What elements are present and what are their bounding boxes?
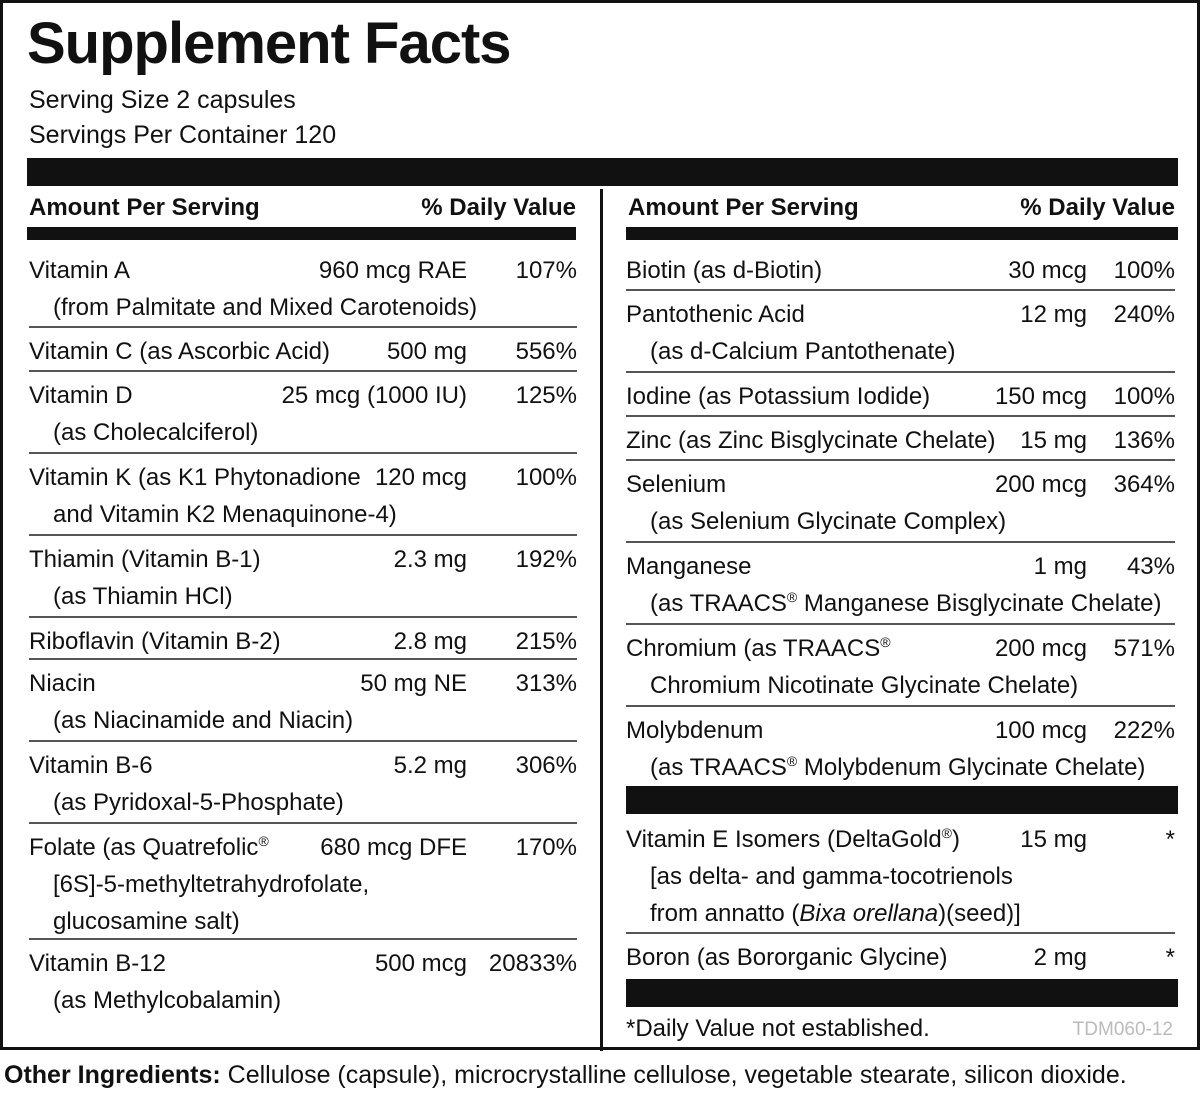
nutrient-row [626,625,1175,707]
nutrient-row [626,543,1175,625]
nutrient-name: Vitamin C (as Ascorbic Acid) [29,338,330,365]
nutrient-daily-value: 20833% [488,950,577,977]
nutrient-daily-value: 107% [515,257,577,284]
nutrient-source: from annatto (Bixa orellana)(seed)] [650,900,1021,927]
right-nutrient-list [626,247,1175,791]
nutrient-source: (as d-Calcium Pantothenate) [650,338,956,365]
nutrient-daily-value: 364% [1113,471,1175,498]
nutrient-amount: 2.3 mg [393,546,467,573]
right-amount-header: Amount Per Serving [628,194,859,221]
nutrient-row [29,454,577,536]
nutrient-name: Biotin (as d-Biotin) [626,257,823,284]
nutrient-row [626,461,1175,543]
right-dv-header: % Daily Value [1020,194,1175,221]
nutrient-name: Iodine (as Potassium Iodide) [626,383,931,410]
nutrient-source: (as Selenium Glycinate Complex) [650,508,1007,535]
nutrient-row [29,742,577,824]
product-code: TDM060-12 [1072,1019,1173,1040]
nutrient-amount: 30 mcg [1008,257,1087,284]
thick-divider-right-mid [626,786,1178,814]
nutrient-amount: 500 mg [386,338,467,365]
nutrient-daily-value: 556% [515,338,577,365]
other-ingredients-label: Other Ingredients: [4,1061,221,1089]
left-dv-header: % Daily Value [421,194,576,221]
right-column-header [628,189,1175,227]
nutrient-amount: 680 mcg DFE [320,834,467,861]
nutrient-row [29,247,577,328]
nutrient-amount: 200 mcg [994,471,1087,498]
nutrient-source: Chromium Nicotinate Glycinate Chelate) [650,672,1079,699]
nutrient-daily-value: 125% [515,382,577,409]
footnote: *Daily Value not established. [626,1015,930,1042]
nutrient-row [29,328,577,372]
right-header-bar [626,227,1178,240]
nutrient-source: (as TRAACS® Molybdenum Glycinate Chelate) [650,753,1146,781]
nutrient-name: Boron (as Bororganic Glycine) [626,944,948,971]
thick-divider-right-bottom [626,979,1178,1007]
nutrient-daily-value: * [1165,944,1175,971]
nutrient-daily-value: 313% [515,670,577,697]
nutrient-source: (from Palmitate and Mixed Carotenoids) [53,294,478,321]
nutrient-source: (as Cholecalciferol) [53,419,259,446]
nutrient-daily-value: 43% [1126,553,1175,580]
nutrient-amount: 5.2 mg [393,752,467,779]
nutrient-source: (as TRAACS® Manganese Bisglycinate Chelate) [650,589,1162,617]
nutrient-row [29,618,577,660]
nutrient-amount: 12 mg [1020,301,1087,328]
nutrient-amount: 50 mg NE [360,670,467,697]
nutrient-name: Vitamin E Isomers (DeltaGold®) [626,825,960,853]
nutrient-name: Vitamin D [29,382,133,409]
nutrient-daily-value: 100% [1113,383,1175,410]
nutrient-row [626,247,1175,291]
nutrient-daily-value: 100% [515,464,577,491]
nutrient-daily-value: 136% [1113,427,1175,454]
nutrient-daily-value: 215% [515,628,577,655]
nutrient-name: Molybdenum [626,717,764,744]
servings-per-container: Servings Per Container 120 [29,121,337,149]
nutrient-name: Chromium (as TRAACS® [626,634,891,662]
nutrient-source: (as Methylcobalamin) [53,987,282,1014]
nutrient-name: Folate (as Quatrefolic® [29,833,269,861]
panel-title: Supplement Facts [27,11,511,76]
nutrient-name: Zinc (as Zinc Bisglycinate Chelate) [626,427,996,454]
nutrient-source: (as Pyridoxal-5-Phosphate) [53,789,344,816]
left-nutrient-list [29,247,577,1030]
nutrient-source: [6S]-5-methyltetrahydrofolate, [53,871,370,898]
nutrient-amount: 200 mcg [994,635,1087,662]
nutrient-name: Selenium [626,471,727,498]
nutrient-daily-value: 240% [1113,301,1175,328]
nutrient-source: glucosamine salt) [53,908,240,935]
nutrient-source: (as Thiamin HCl) [53,583,233,610]
nutrient-amount: 25 mcg (1000 IU) [281,382,467,409]
nutrient-name: Pantothenic Acid [626,301,805,328]
nutrient-row [626,816,1175,934]
nutrient-source: and Vitamin K2 Menaquinone-4) [53,501,397,528]
nutrient-amount: 960 mcg RAE [318,257,467,284]
nutrient-name: Vitamin B-12 [29,950,166,977]
nutrient-daily-value: 222% [1113,717,1175,744]
nutrient-row [626,291,1175,373]
nutrient-name: Vitamin B-6 [29,752,153,779]
nutrient-row [29,372,577,454]
nutrient-name: Vitamin A [29,257,130,284]
nutrient-row [29,824,577,940]
nutrient-row [29,940,577,1030]
left-header-bar [27,227,576,240]
serving-size: Serving Size 2 capsules [29,86,296,114]
left-amount-header: Amount Per Serving [29,194,260,221]
nutrient-row [626,707,1175,791]
nutrient-row [29,536,577,618]
other-ingredients [4,1058,1127,1092]
nutrient-daily-value: 192% [515,546,577,573]
nutrient-daily-value: * [1165,826,1175,853]
nutrient-name: Niacin [29,670,96,697]
nutrient-daily-value: 306% [515,752,577,779]
nutrient-amount: 100 mcg [994,717,1087,744]
nutrient-source: (as Niacinamide and Niacin) [53,707,354,734]
nutrient-row [626,934,1175,978]
nutrient-daily-value: 571% [1113,635,1175,662]
right-extra-list [626,816,1175,978]
nutrient-amount: 500 mcg [374,950,467,977]
nutrient-amount: 2.8 mg [393,628,467,655]
nutrient-name: Thiamin (Vitamin B-1) [29,546,261,573]
nutrient-amount: 1 mg [1033,553,1087,580]
nutrient-daily-value: 100% [1113,257,1175,284]
nutrient-row [626,373,1175,417]
column-divider [600,189,603,1051]
left-column-header [29,189,576,227]
thick-divider-top [27,158,1178,186]
nutrient-row [29,660,577,742]
nutrient-amount: 150 mcg [994,383,1087,410]
nutrient-amount: 120 mcg [374,464,467,491]
nutrient-name: Riboflavin (Vitamin B-2) [29,628,281,655]
nutrient-daily-value: 170% [515,834,577,861]
nutrient-name: Vitamin K (as K1 Phytonadione [29,464,361,491]
nutrient-amount: 2 mg [1033,944,1087,971]
other-ingredients-text: Cellulose (capsule), microcrystalline cellulose, vegetable stearate, silicon dioxide. [227,1061,1127,1089]
nutrient-amount: 15 mg [1020,826,1087,853]
nutrient-source: [as delta- and gamma-tocotrienols [650,863,1013,890]
nutrient-amount: 15 mg [1020,427,1087,454]
nutrient-name: Manganese [626,553,752,580]
nutrient-row [626,417,1175,461]
